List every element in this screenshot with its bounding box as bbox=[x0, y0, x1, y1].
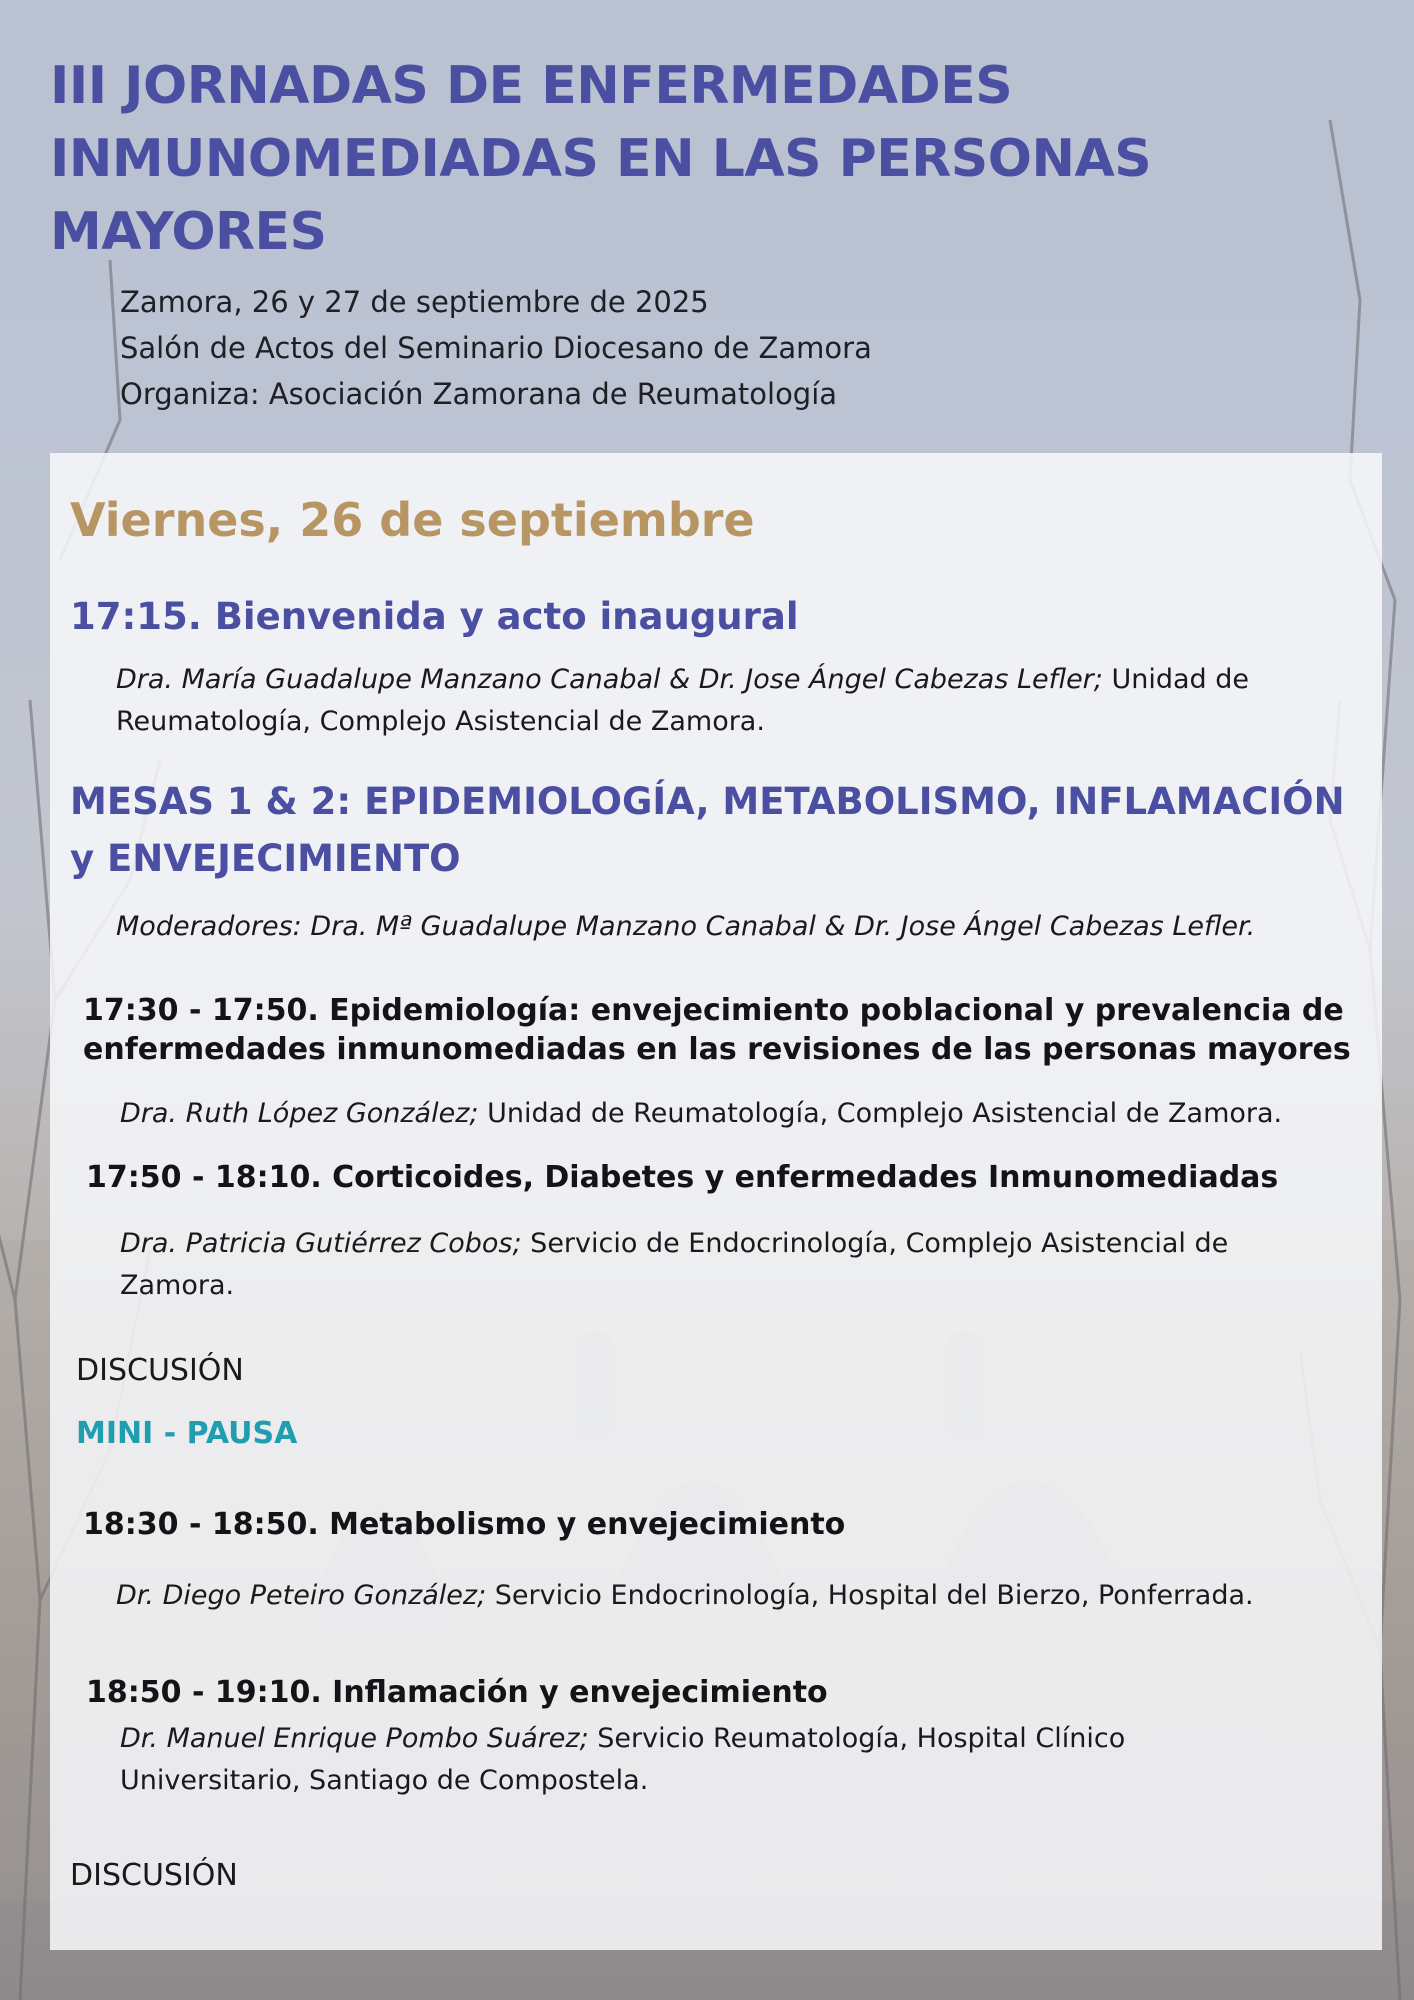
speaker-name: Dra. Patricia Gutiérrez Cobos; bbox=[120, 1228, 522, 1259]
event-organizer: Organiza: Asociación Zamorana de Reumatología bbox=[120, 377, 838, 411]
speaker-name: Dra. María Guadalupe Manzano Canabal & Dr. Jose Ángel Cabezas Lefler; bbox=[116, 664, 1103, 695]
event-venue: Salón de Actos del Seminario Diocesano de Zamora bbox=[120, 331, 872, 365]
talk-title: 18:50 - 19:10. Inflamación y envejecimiento bbox=[86, 1675, 828, 1710]
mini-pause-label: MINI - PAUSA bbox=[76, 1416, 298, 1451]
talk-speaker bbox=[116, 1575, 1356, 1617]
speaker-name: Dra. Ruth López González; bbox=[120, 1098, 479, 1129]
day-title: Viernes, 26 de septiembre bbox=[70, 493, 755, 547]
session-title: MESAS 1 & 2: EPIDEMIOLOGÍA, METABOLISMO, INFLAMACIÓN y ENVEJECIMIENTO bbox=[70, 780, 1345, 880]
speaker-affiliation: Servicio de Endocrinología, Complejo Asistencial de Zamora. bbox=[120, 1228, 1229, 1301]
welcome-title: 17:15. Bienvenida y acto inaugural bbox=[70, 595, 799, 638]
welcome-speakers bbox=[116, 659, 1346, 743]
speaker-name: Dr. Manuel Enrique Pombo Suárez; bbox=[120, 1723, 589, 1754]
speaker-affiliation: Servicio Endocrinología, Hospital del Bierzo, Ponferrada. bbox=[486, 1580, 1254, 1611]
talk-speaker bbox=[120, 1718, 1180, 1802]
talk-title: 17:50 - 18:10. Corticoides, Diabetes y enfermedades Inmunomediadas bbox=[86, 1160, 1279, 1195]
speaker-name: Dr. Diego Peteiro González; bbox=[116, 1580, 487, 1611]
speaker-affiliation: Unidad de Reumatología, Complejo Asistencial de Zamora. bbox=[478, 1098, 1283, 1129]
event-header bbox=[50, 50, 1370, 417]
session-moderators bbox=[116, 906, 1356, 948]
talk-speaker bbox=[120, 1223, 1280, 1307]
talk-speaker bbox=[120, 1093, 1360, 1135]
event-title: III JORNADAS DE ENFERMEDADES INMUNOMEDIADAS EN LAS PERSONAS MAYORES bbox=[50, 56, 1152, 262]
program-panel bbox=[50, 453, 1382, 1950]
moderators-text: Moderadores: Dra. Mª Guadalupe Manzano Canabal & Dr. Jose Ángel Cabezas Lefler. bbox=[116, 911, 1256, 942]
speaker-affiliation: Unidad de Reumatología, Complejo Asistencial de Zamora. bbox=[116, 664, 1250, 737]
speaker-affiliation: Servicio Reumatología, Hospital Clínico Universitario, Santiago de Compostela. bbox=[120, 1723, 1126, 1796]
talk-title: 18:30 - 18:50. Metabolismo y envejecimiento bbox=[83, 1507, 846, 1542]
discussion-label: DISCUSIÓN bbox=[70, 1858, 238, 1893]
discussion-label: DISCUSIÓN bbox=[76, 1353, 244, 1388]
event-meta bbox=[120, 279, 1370, 417]
talk-title: 17:30 - 17:50. Epidemiología: envejecimiento poblacional y prevalencia de enfermedades inmunomediadas en las revisiones de las personas mayores bbox=[83, 993, 1351, 1067]
event-date: Zamora, 26 y 27 de septiembre de 2025 bbox=[120, 285, 709, 319]
